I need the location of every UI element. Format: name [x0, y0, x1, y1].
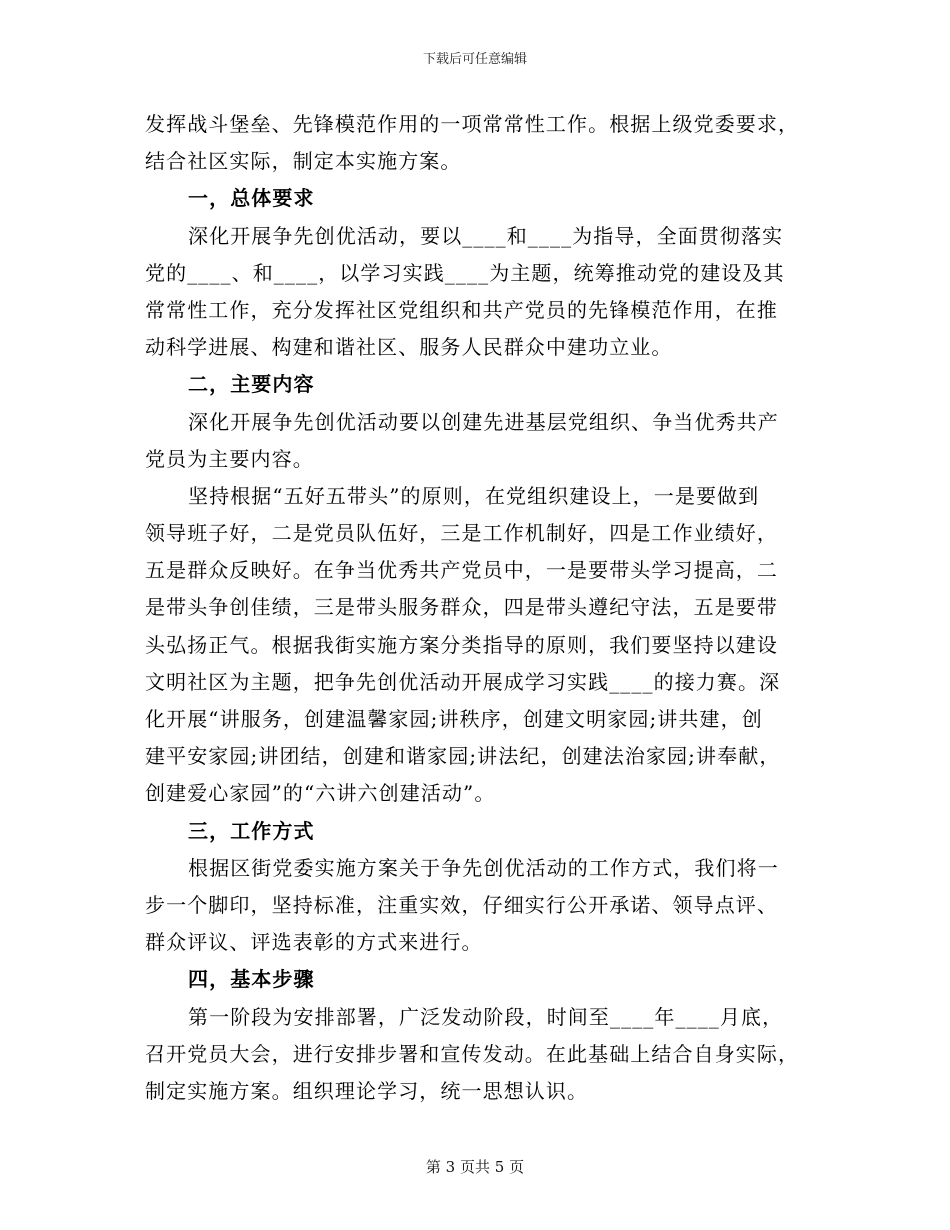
text-line: 领导班子好，二是党员队伍好，三是工作机制好，四是工作业绩好， — [145, 521, 778, 546]
section-heading-work-method — [145, 813, 807, 850]
heading-text: 二，主要内容 — [188, 372, 315, 397]
text-line: 化开展“讲服务，创建温馨家园;讲秩序，创建文明家园;讲共建，创 — [145, 707, 763, 731]
heading-text: 四，基本步骤 — [188, 967, 315, 992]
text-line: 常常性工作，充分发挥社区党组织和共产党员的先锋模范作用，在推 — [145, 297, 778, 322]
text-line: 群众评议、评选表彰的方式来进行。 — [145, 930, 483, 955]
heading-text: 三，工作方式 — [188, 818, 315, 843]
text-line: 第一阶段为安排部署，广泛发动阶段，时间至____年____月底， — [188, 1004, 784, 1029]
paragraph-five-goods — [145, 478, 807, 813]
section-heading-overall-requirements — [145, 180, 807, 217]
text-line: 党的____、和____，以学习实践____为主题，统筹推动党的建设及其 — [145, 260, 785, 285]
page-header — [0, 51, 950, 69]
heading-text: 一，总体要求 — [188, 186, 315, 211]
text-line: 结合社区实际，制定本实施方案。 — [145, 149, 462, 174]
text-line: 头弘扬正气。根据我街实施方案分类指导的原则，我们要坚持以建设 — [145, 632, 778, 657]
text-line: 五是群众反映好。在争当优秀共产党员中，一是要带头学习提高，二 — [145, 558, 778, 583]
section-heading-main-content — [145, 366, 807, 403]
document-body — [145, 106, 807, 1110]
text-line: 召开党员大会，进行安排步署和宣传发动。在此基础上结合自身实际， — [145, 1041, 800, 1066]
text-line: 文明社区为主题，把争先创优活动开展成学习实践____的接力赛。深 — [145, 669, 781, 694]
text-line: 制定实施方案。组织理论学习，统一思想认识。 — [145, 1078, 589, 1103]
page-number-text: 第 3 页共 5 页 — [425, 1158, 525, 1176]
section-heading-basic-steps — [145, 961, 807, 998]
header-text: 下载后可任意编辑 — [422, 52, 527, 67]
text-line: 创建爱心家园”的“六讲六创建活动”。 — [145, 781, 496, 806]
paragraph-continuation — [145, 106, 807, 180]
text-line: 根据区街党委实施方案关于争先创优活动的工作方式，我们将一 — [188, 855, 779, 880]
text-line: 坚持根据“五好五带头”的原则，在党组织建设上，一是要做到 — [188, 483, 760, 508]
text-line: 建平安家园;讲团结，创建和谐家园;讲法纪，创建法治家园;讲奉献， — [145, 744, 781, 769]
text-line: 党员为主要内容。 — [145, 446, 314, 471]
text-line: 深化开展争先创优活动，要以____和____为指导，全面贯彻落实 — [188, 223, 784, 248]
paragraph-work-method — [145, 850, 807, 962]
text-line: 是带头争创佳绩，三是带头服务群众，四是带头遵纪守法，五是要带 — [145, 595, 778, 620]
page-footer — [0, 1157, 950, 1177]
paragraph-overall-requirements — [145, 218, 807, 367]
text-line: 深化开展争先创优活动要以创建先进基层党组织、争当优秀共产 — [188, 409, 779, 434]
paragraph-main-content — [145, 404, 807, 478]
paragraph-basic-steps — [145, 999, 807, 1111]
text-line: 动科学进展、构建和谐社区、服务人民群众中建功立业。 — [145, 335, 673, 360]
text-line: 步一个脚印，坚持标准，注重实效，仔细实行公开承诺、领导点评、 — [145, 892, 778, 917]
text-line: 发挥战斗堡垒、先锋模范作用的一项常常性工作。根据上级党委要求， — [145, 112, 800, 136]
